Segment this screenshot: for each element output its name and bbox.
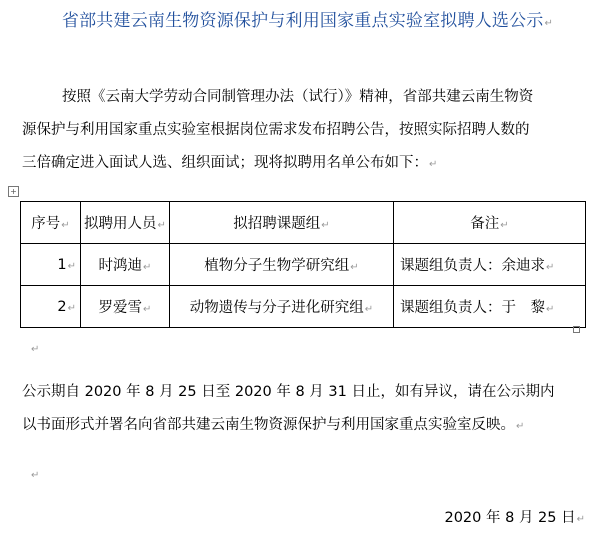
header-note: 备注↵ <box>394 202 586 244</box>
header-name: 拟聘用人员↵ <box>81 202 170 244</box>
intro-line-1: 按照《云南大学劳动合同制管理办法（试行）》精神，省部共建云南生物资 <box>62 89 534 105</box>
notice-line-1: 公示期自 2020 年 8 月 25 日至 2020 年 8 月 31 日止，如有异议，请在公示期内 <box>22 384 555 400</box>
publish-date: 2020 年 8 月 25 日↵ <box>444 510 585 526</box>
intro-paragraph <box>22 86 592 185</box>
intro-line-3: 三倍确定进入面试人选、组织面试；现将拟聘用名单公布如下： <box>22 155 428 171</box>
table-header-row <box>21 202 586 244</box>
candidate-table <box>20 201 586 328</box>
row-no: 2↵ <box>21 286 81 328</box>
row-note: 课题组负责人：余迪求↵ <box>394 244 586 286</box>
notice-line-2: 以书面形式并署名向省部共建云南生物资源保护与利用国家重点实验室反映。 <box>22 417 515 433</box>
paragraph-mark: ↵ <box>576 514 585 525</box>
table-row <box>21 286 586 328</box>
row-no: 1↵ <box>21 244 81 286</box>
row-note: 课题组负责人：于 黎↵ <box>394 286 586 328</box>
intro-line-2: 源保护与利用国家重点实验室根据岗位需求发布招聘公告，按照实际招聘人数的 <box>22 122 530 138</box>
header-group: 拟招聘课题组↵ <box>170 202 394 244</box>
row-group: 动物遗传与分子进化研究组↵ <box>170 286 394 328</box>
table-row <box>21 244 586 286</box>
empty-paragraph-mark: ↵ <box>31 344 40 355</box>
paragraph-mark: ↵ <box>544 18 554 29</box>
empty-paragraph-mark: ↵ <box>31 470 40 481</box>
notice-paragraph <box>22 381 592 447</box>
table-move-handle[interactable]: + <box>8 186 19 197</box>
page-title: 省部共建云南生物资源保护与利用国家重点实验室拟聘人选公示↵ <box>61 11 554 31</box>
header-no: 序号↵ <box>21 202 81 244</box>
paragraph-mark: ↵ <box>516 421 525 432</box>
row-group: 植物分子生物学研究组↵ <box>170 244 394 286</box>
table-resize-handle[interactable] <box>573 326 580 333</box>
paragraph-mark: ↵ <box>429 159 438 170</box>
row-name: 时鸿迪↵ <box>81 244 170 286</box>
row-name: 罗爱雪↵ <box>81 286 170 328</box>
